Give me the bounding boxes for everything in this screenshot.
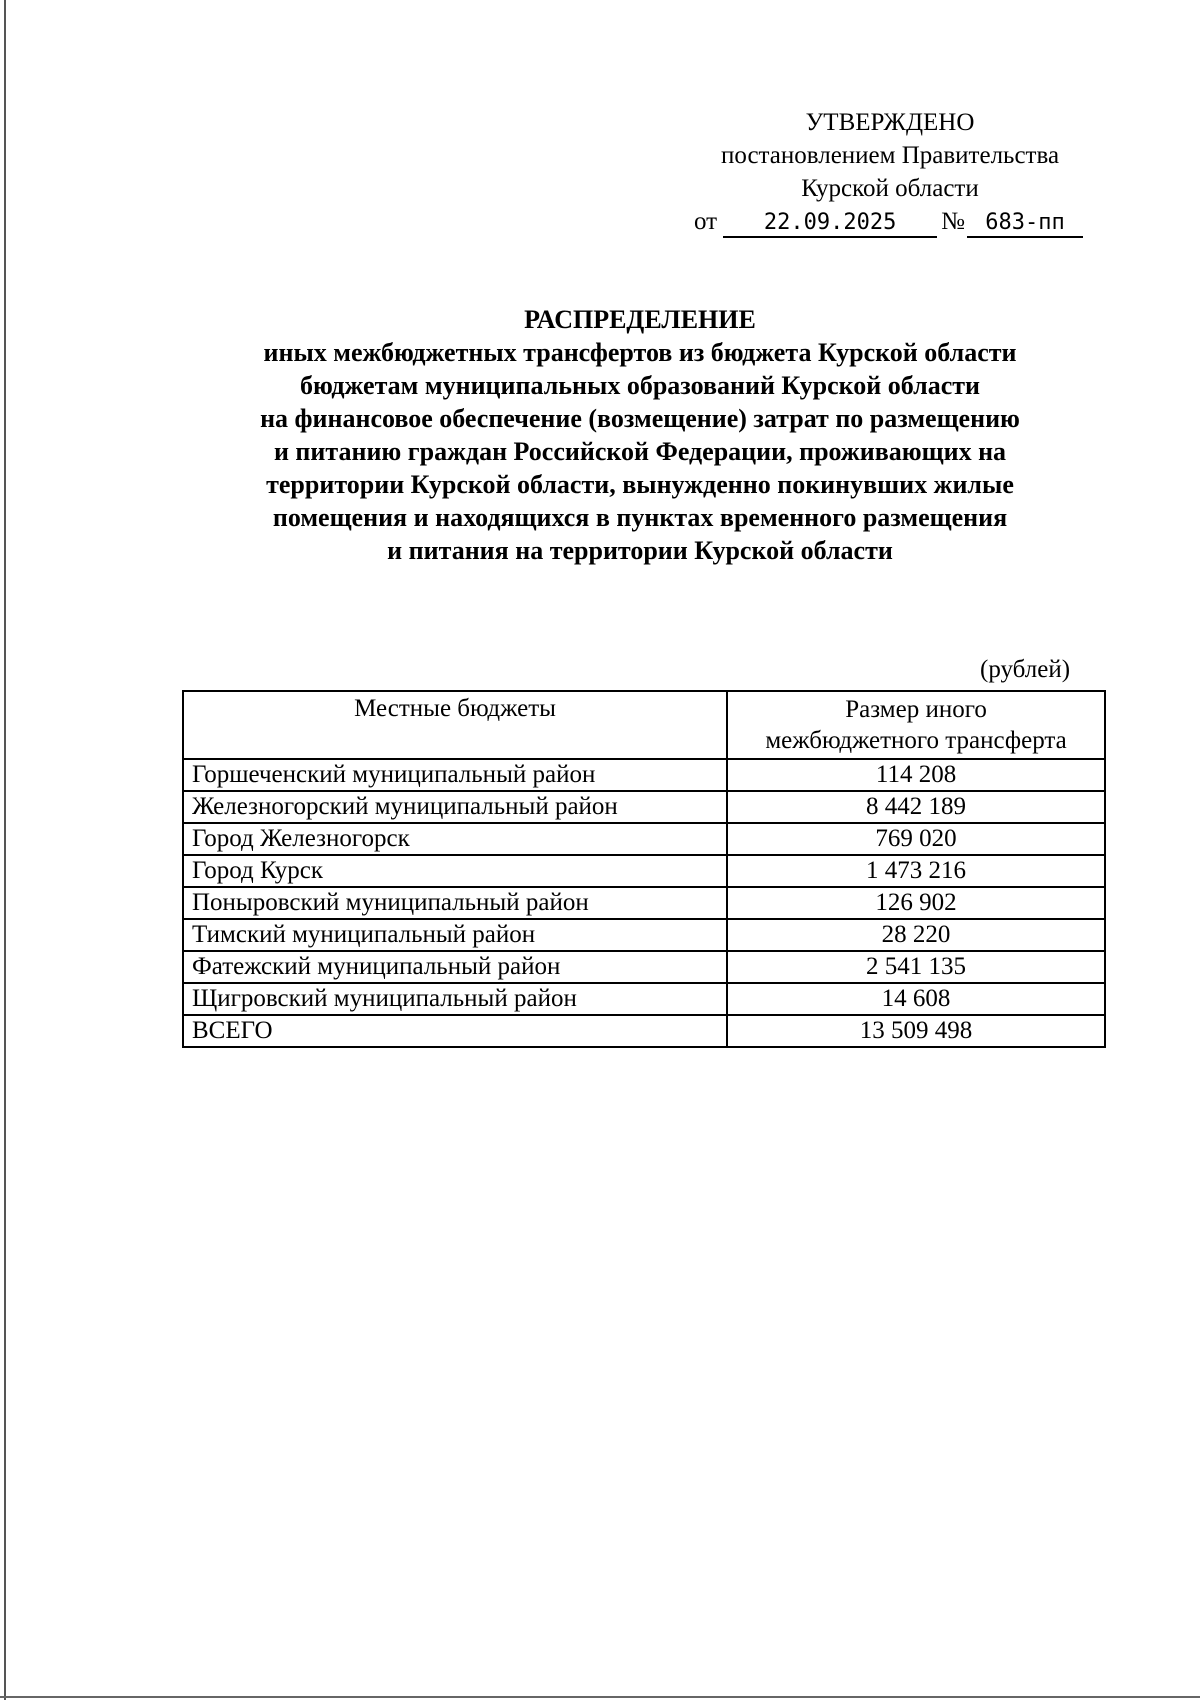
row-value: 14 608	[727, 983, 1105, 1015]
header-transfer-amount	[727, 691, 1105, 759]
approval-region: Курской области	[801, 175, 979, 202]
approval-heading: УТВЕРЖДЕНО	[805, 109, 975, 136]
title-line: и питанию граждан Российской Федерации, проживающих на	[273, 437, 1007, 466]
approval-number: 683-пп	[967, 210, 1083, 238]
title-line: бюджетам муниципальных образований Курской области	[300, 371, 980, 400]
row-name: Поныровский муниципальный район	[183, 887, 727, 919]
row-name: Щигровский муниципальный район	[183, 983, 727, 1015]
title-line: иных межбюджетных трансфертов из бюджета Курской области	[263, 338, 1017, 367]
row-value: 2 541 135	[727, 951, 1105, 983]
date-prefix: от	[694, 208, 718, 235]
row-value: 769 020	[727, 823, 1105, 855]
title-main: РАСПРЕДЕЛЕНИЕ	[524, 305, 756, 334]
transfers-table	[182, 690, 1106, 1048]
header-local-budgets: Местные бюджеты	[183, 691, 727, 759]
table-row	[183, 791, 1105, 823]
row-name: Железногорский муниципальный район	[183, 791, 727, 823]
table-header-row	[183, 691, 1105, 759]
document-title	[190, 303, 1090, 567]
total-label: ВСЕГО	[183, 1015, 727, 1047]
header-transfer-line2: межбюджетного трансферта	[765, 727, 1067, 754]
number-prefix: №	[941, 208, 965, 235]
title-line: территории Курской области, вынужденно покинувших жилые	[266, 470, 1014, 499]
total-value: 13 509 498	[727, 1015, 1105, 1047]
approval-date-number	[694, 205, 1100, 238]
approval-stamp	[680, 106, 1100, 238]
row-value: 114 208	[727, 759, 1105, 791]
table-row	[183, 983, 1105, 1015]
table-row	[183, 823, 1105, 855]
title-line: на финансовое обеспечение (возмещение) затрат по размещению	[260, 404, 1020, 433]
header-transfer-line1: Размер иного	[845, 696, 987, 723]
title-line: помещения и находящихся в пунктах временного размещения	[272, 503, 1008, 532]
row-value: 28 220	[727, 919, 1105, 951]
row-name: Город Железногорск	[183, 823, 727, 855]
approval-date: 22.09.2025	[723, 210, 937, 238]
table-row	[183, 919, 1105, 951]
scan-left-edge	[4, 0, 6, 1700]
row-name: Фатежский муниципальный район	[183, 951, 727, 983]
row-value: 8 442 189	[727, 791, 1105, 823]
table-row	[183, 887, 1105, 919]
table-row	[183, 951, 1105, 983]
table-total-row	[183, 1015, 1105, 1047]
table-row	[183, 855, 1105, 887]
row-value: 1 473 216	[727, 855, 1105, 887]
row-name: Горшеченский муниципальный район	[183, 759, 727, 791]
row-value: 126 902	[727, 887, 1105, 919]
currency-unit: (рублей)	[980, 656, 1071, 683]
table-row	[183, 759, 1105, 791]
title-line: и питания на территории Курской области	[387, 536, 893, 565]
scan-bottom-edge	[0, 1696, 1200, 1698]
row-name: Тимский муниципальный район	[183, 919, 727, 951]
approval-authority: постановлением Правительства	[720, 142, 1060, 169]
row-name: Город Курск	[183, 855, 727, 887]
